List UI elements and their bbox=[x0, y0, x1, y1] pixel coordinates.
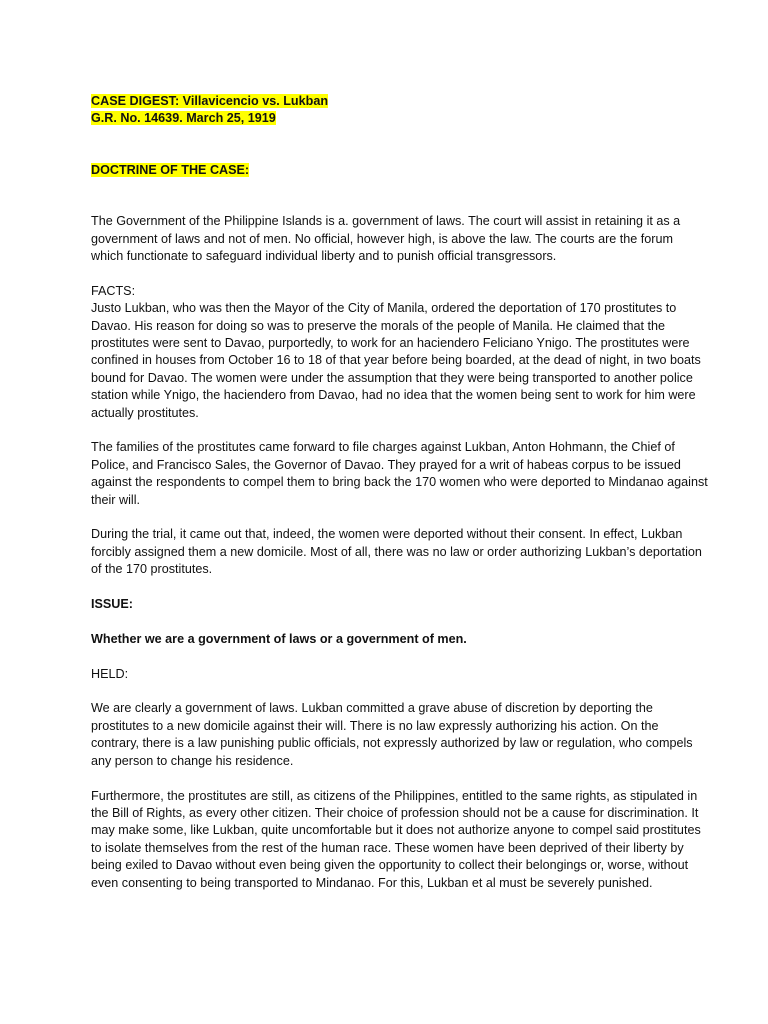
doctrine-paragraph: The Government of the Philippine Islands is a. government of laws. The court will assist in retaining it as a government of laws and not of men. No official, however high, is above the law. The courts are the forum which functionate to safeguard individual liberty and to punish official transgressors. bbox=[91, 214, 681, 264]
case-title-line: CASE DIGEST: Villavicencio vs. Lukban bbox=[91, 94, 329, 108]
held-paragraph-2: Furthermore, the prostitutes are still, as citizens of the Philippines, entitled to the same rights, as stipulated in the Bill of Rights, as every other citizen. Their choice of profession should not be a cause for discrimination. It may make some, like Lukban, quite uncomfortable but it does not authorize anyone to compel said prostitutes to isolate themselves from the rest of the human race. These women have been deprived of their liberty by being exiled to Davao without even being given the opportunity to collect their belongings or, worse, without even consenting to being transported to Mindanao. For this, Lukban et al must be severely punished. bbox=[91, 788, 701, 890]
case-title bbox=[91, 93, 708, 128]
case-citation-line: G.R. No. 14639. March 25, 1919 bbox=[91, 111, 276, 126]
doctrine-heading: DOCTRINE OF THE CASE: bbox=[91, 162, 250, 177]
issue-heading: ISSUE: bbox=[91, 597, 133, 612]
facts-paragraph-2: The families of the prostitutes came forward to file charges against Lukban, Anton Hohmann, the Chief of Police, and Francisco Sales, the Governor of Davao. They prayed for a writ of habeas corpus to be issued against the respondents to compel them to bring back the 170 women who were deported to Mindanao against their will. bbox=[91, 440, 708, 507]
held-heading: HELD: bbox=[91, 666, 129, 681]
facts-paragraph-1: Justo Lukban, who was then the Mayor of the City of Manila, ordered the deportation of 170 prostitutes to Davao. His reason for doing so was to preserve the morals of the people of Manila. He claimed that the prostitutes were sent to Davao, purportedly, to work for an haciendero Feliciano Ynigo. The prostitutes were confined in houses from October 16 to 18 of that year before being boarded, at the dead of night, in two boats bound for Davao. The women were under the assumption that they were being transported to another police station while Ynigo, the haciendero from Davao, had no idea that the women being sent to work for him were actually prostitutes. bbox=[91, 301, 701, 420]
issue-text: Whether we are a government of laws or a government of men. bbox=[91, 631, 467, 646]
held-paragraph-1: We are clearly a government of laws. Lukban committed a grave abuse of discretion by deporting the prostitutes to a new domicile against their will. There is no law expressly authorizing his action. On the contrary, there is a law punishing public officials, not expressly authorized by law or regulation, who compels any person to change his residence. bbox=[91, 701, 693, 768]
facts-paragraph-3: During the trial, it came out that, indeed, the women were deported without their consent. In effect, Lukban forcibly assigned them a new domicile. Most of all, there was no law or order authorizing Lukban’s deportation of the 170 prostitutes. bbox=[91, 527, 702, 577]
facts-heading: FACTS: bbox=[91, 283, 136, 298]
